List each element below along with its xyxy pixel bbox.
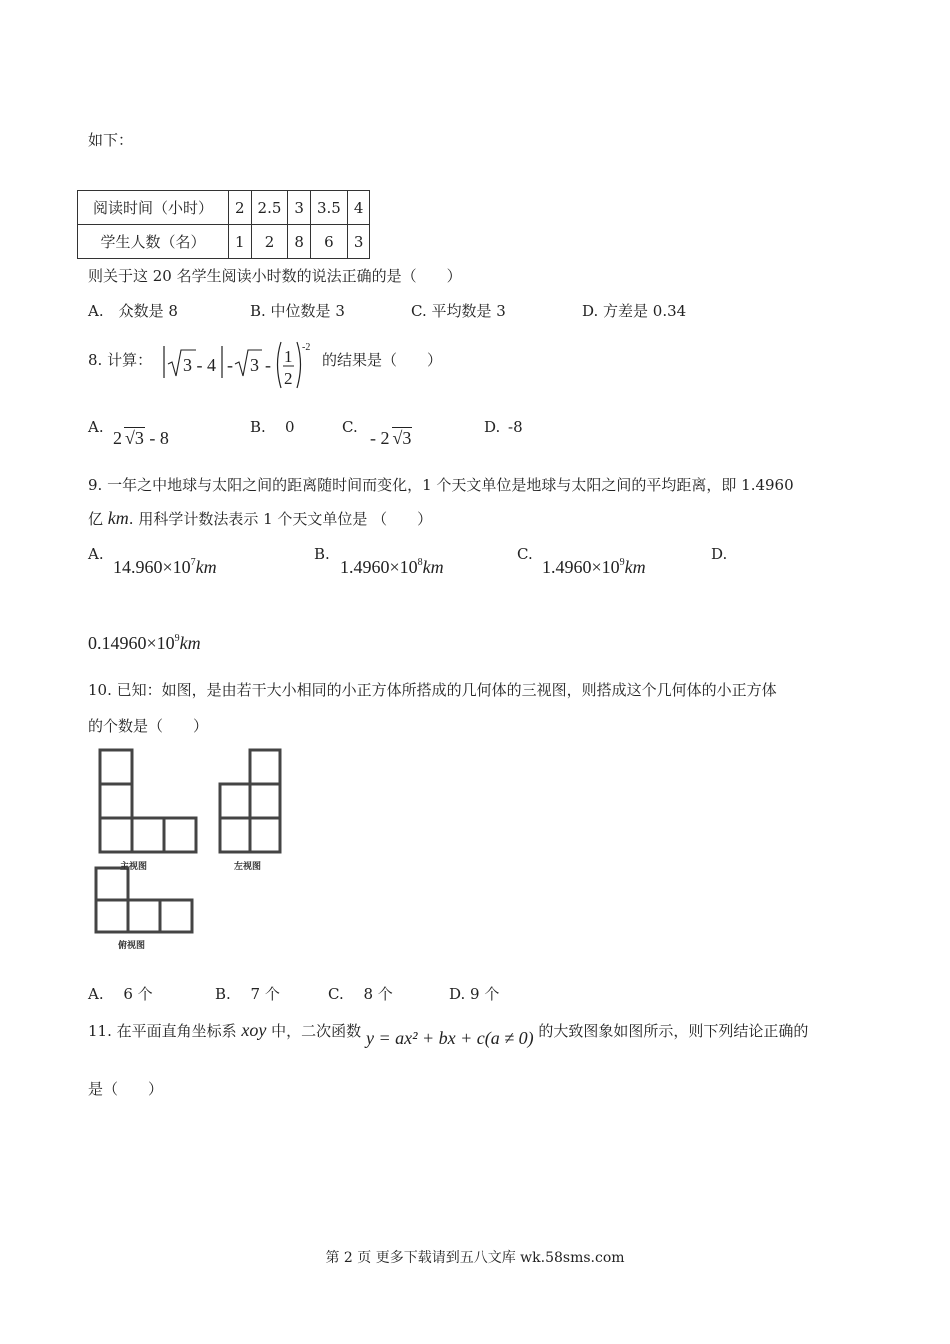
q11-line1 (88, 1020, 809, 1048)
table-cell: 1 (229, 225, 252, 259)
q8-suffix: 的结果是（ ） (322, 351, 443, 369)
q11-part-a: 11. 在平面直角坐标系 (88, 1022, 237, 1040)
page-footer: 第 2 页 更多下载请到五八文库 wk.58sms.com (325, 1250, 625, 1266)
q8-option-c-label: C. (342, 418, 358, 436)
q11-function: y = ax² + bx + c(a ≠ 0) (365, 1028, 534, 1048)
q10-option-b: B. 7 个 (215, 985, 280, 1003)
three-view-figure (88, 742, 303, 957)
q8-option-a-label: A. (88, 418, 104, 436)
table-cell: 3.5 (310, 191, 347, 225)
front-view-label: 主视图 (120, 862, 148, 872)
q9-option-c-math: $1.4960\times 10^9km$ (542, 557, 646, 577)
q11-xoy: xoy (241, 1020, 267, 1040)
table-cell: 2 (251, 225, 288, 259)
q8-option-d-label: D. (484, 418, 501, 436)
q8-option-a-tail: - 8 (144, 428, 169, 448)
q8-option-c-radicand: √3 (392, 428, 412, 448)
q8-sqrt-radicand: 3 (250, 355, 259, 375)
q10-option-a: A. 6 个 (88, 985, 153, 1003)
q9-option-d-math: $0.14960\times 10^9km$ (88, 633, 201, 653)
q11-line2: 是（ ） (88, 1080, 164, 1098)
table-cell: 6 (310, 225, 347, 259)
q8-option-c-coef: - 2 (370, 428, 390, 448)
q8-option-b-label: B. (250, 418, 266, 436)
q7-option-b: B. 中位数是 3 (250, 302, 345, 320)
q8-fraction-denominator: 2 (284, 369, 293, 388)
q10-option-d: D. 9 个 (449, 985, 500, 1003)
q8-option-c-math (370, 428, 412, 449)
q11-part-b: 中，二次函数 (271, 1022, 362, 1040)
q8-option-d-text: -8 (508, 418, 523, 436)
q9-option-b-math: $1.4960\times 10^8km$ (340, 557, 444, 577)
row-header: 阅读时间（小时） (78, 191, 229, 225)
q8-option-a-radicand: √3 (125, 428, 144, 448)
table-cell: 2 (229, 191, 252, 225)
q9-option-d-label: D. (711, 545, 728, 563)
q9-unit-km: km (107, 508, 129, 528)
left-view-label: 左视图 (234, 862, 262, 872)
q8-option-a-math (113, 428, 169, 449)
table-cell: 3 (288, 191, 311, 225)
q10-option-c: C. 8 个 (328, 985, 393, 1003)
q9-yi: 亿 (88, 510, 104, 528)
q9-line1: 9. 一年之中地球与太阳之间的距离随时间而变化，1 个天文单位是地球与太阳之间的平均距离，即 1.4960 (88, 476, 794, 494)
q9-option-a-label: A. (88, 545, 104, 563)
q7-stem: 则关于这 20 名学生阅读小时数的说法正确的是（ ） (88, 267, 462, 285)
q9-option-b-label: B. (314, 545, 330, 563)
q7-option-a: A. 众数是 8 (88, 302, 178, 320)
q10-line2: 的个数是（ ） (88, 717, 209, 735)
q8-option-a-coef: 2 (113, 428, 122, 448)
q8-expression (160, 338, 320, 398)
intro-text: 如下： (88, 131, 134, 149)
q9-line2-rest: . 用科学计数法表示 1 个天文单位是 （ ） (128, 510, 433, 528)
q9-option-c-label: C. (517, 545, 533, 563)
q7-option-d: D. 方差是 0.34 (582, 302, 687, 320)
table-cell: 8 (288, 225, 311, 259)
q8-exponent: -2 (302, 342, 311, 353)
q7-option-c: C. 平均数是 3 (411, 302, 506, 320)
table-cell: 2.5 (251, 191, 288, 225)
table-cell: 3 (347, 225, 370, 259)
q8-minus-1: - (227, 355, 233, 375)
q8-option-b-text: 0 (285, 418, 295, 436)
reading-time-table (77, 190, 370, 259)
row-header: 学生人数（名） (78, 225, 229, 259)
q8-minus-2: - (265, 355, 271, 375)
table-cell: 4 (347, 191, 370, 225)
q11-part-c: 的大致图象如图所示，则下列结论正确的 (538, 1022, 809, 1040)
q8-expression-svg (160, 338, 320, 398)
q8-fraction-numerator: 1 (284, 347, 293, 366)
q10-line1: 10. 已知：如图，是由若干大小相同的小正方体所搭成的几何体的三视图，则搭成这个几何体的小正方体 (88, 681, 777, 699)
q8-abs-content: 3 - 4 (183, 355, 216, 375)
q8-prefix: 8. 计算： (88, 351, 153, 369)
q9-line2 (88, 508, 432, 529)
top-view-label: 俯视图 (118, 941, 146, 951)
q9-option-a-math: $14.960\times 10^7km$ (113, 557, 217, 577)
table-row (78, 191, 370, 225)
table-row (78, 225, 370, 259)
